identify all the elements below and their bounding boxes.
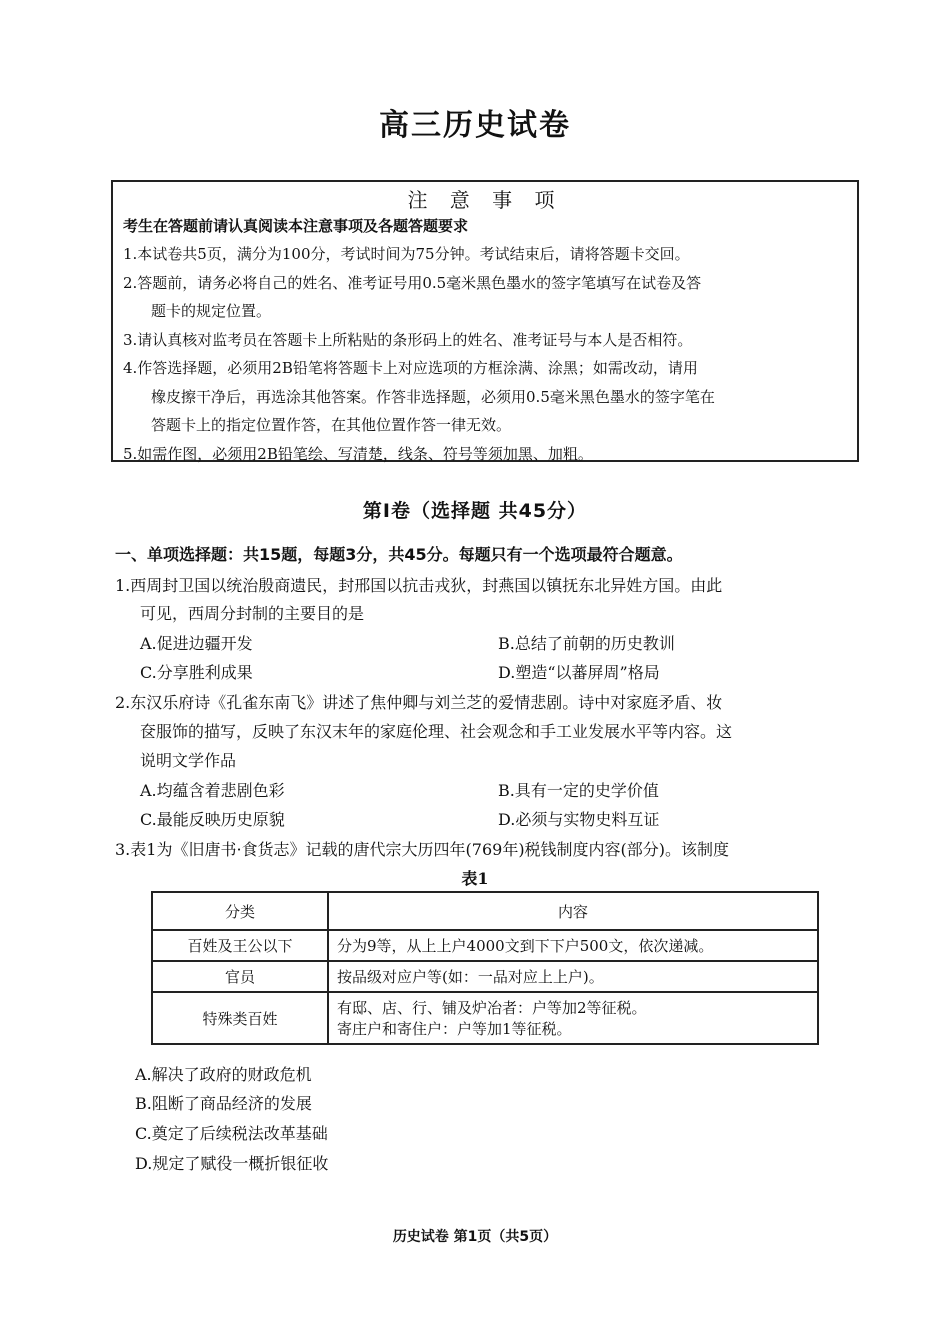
- table-cell-content: 按品级对应户等(如：一品对应上上户)。: [328, 961, 818, 992]
- table-title: 表1: [461, 869, 489, 888]
- table-row: [152, 961, 818, 992]
- question-2-option-a: A.均蕴含着悲剧色彩: [140, 781, 285, 800]
- table-header-row: [152, 892, 818, 930]
- notice-item: 橡皮擦干净后，再选涂其他答案。作答非选择题，必须用0.5毫米黑色墨水的签字笔在: [151, 387, 715, 406]
- question-2-stem: 奁服饰的描写，反映了东汉末年的家庭伦理、社会观念和手工业发展水平等内容。这: [140, 722, 733, 741]
- table-cell-category: 官员: [152, 961, 328, 992]
- question-1-option-c: C.分享胜利成果: [140, 663, 253, 682]
- section-title: 第Ⅰ卷（选择题 共45分）: [362, 500, 588, 522]
- question-3-option-c: C.奠定了后续税法改革基础: [135, 1124, 328, 1143]
- notice-item: 题卡的规定位置。: [151, 302, 272, 320]
- question-1-stem: 可见，西周分封制的主要目的是: [140, 604, 365, 623]
- question-3-option-a: A.解决了政府的财政危机: [135, 1065, 312, 1084]
- question-3-option-b: B.阻断了商品经济的发展: [135, 1094, 312, 1113]
- page-title: 高三历史试卷: [379, 108, 571, 143]
- table-row: [152, 930, 818, 961]
- question-2-option-b: B.具有一定的史学价值: [498, 781, 659, 800]
- table-header-content: 内容: [328, 892, 818, 930]
- question-2-option-d: D.必须与实物史料互证: [498, 810, 660, 829]
- notice-item: 1.本试卷共5页，满分为100分，考试时间为75分钟。考试结束后，请将答题卡交回。: [123, 245, 690, 263]
- table-cell-content-line: 寄庄户和寄住户：户等加1等征税。: [337, 1020, 572, 1038]
- page-footer: 历史试卷 第1页（共5页）: [392, 1229, 558, 1245]
- notice-subheading: 考生在答题前请认真阅读本注意事项及各题答题要求: [123, 217, 469, 235]
- notice-item: 3.请认真核对监考员在答题卡上所粘贴的条形码上的姓名、准考证号与本人是否相符。: [123, 330, 693, 349]
- notice-item: 2.答题前，请务必将自己的姓名、准考证号用0.5毫米黑色墨水的签字笔填写在试卷及答: [123, 273, 702, 292]
- tax-table: [151, 891, 819, 1045]
- table-row: [152, 992, 818, 1044]
- notice-item: 5.如需作图，必须用2B铅笔绘、写清楚，线条、符号等须加黑、加粗。: [123, 444, 593, 463]
- table-header-category: 分类: [152, 892, 328, 930]
- question-1-option-a: A.促进边疆开发: [140, 634, 253, 653]
- table-cell-content: 分为9等，从上上户4000文到下下户500文，依次递减。: [328, 930, 818, 961]
- table-cell-content-line: 有邸、店、行、铺及炉冶者：户等加2等征税。: [337, 999, 647, 1017]
- notice-box: [111, 180, 859, 462]
- question-2-stem: 说明文学作品: [140, 751, 237, 770]
- notice-item: 4.作答选择题，必须用2B铅笔将答题卡上对应选项的方框涂满、涂黑；如需改动，请用: [123, 359, 698, 377]
- question-1-stem: 1.西周封卫国以统治殷商遗民，封邢国以抗击戎狄，封燕国以镇抚东北异姓方国。由此: [115, 576, 723, 595]
- question-1-option-b: B.总结了前朝的历史教训: [498, 634, 675, 653]
- table-cell-content: [328, 992, 818, 1044]
- table-cell-category: 百姓及王公以下: [152, 930, 328, 961]
- question-1-option-d: D.塑造“以蕃屏周”格局: [498, 663, 660, 682]
- question-3-option-d: D.规定了赋役一概折银征收: [135, 1154, 329, 1173]
- table-cell-category: 特殊类百姓: [152, 992, 328, 1044]
- question-3-stem: 3.表1为《旧唐书·食货志》记载的唐代宗大历四年(769年)税钱制度内容(部分)。该制度: [115, 840, 730, 859]
- part-header: 一、单项选择题：共15题，每题3分，共45分。每题只有一个选项最符合题意。: [115, 545, 683, 564]
- notice-item: 答题卡上的指定位置作答，在其他位置作答一律无效。: [151, 416, 512, 434]
- notice-heading: 注 意 事 项: [407, 188, 563, 212]
- question-2-stem: 2.东汉乐府诗《孔雀东南飞》讲述了焦仲卿与刘兰芝的爱情悲剧。诗中对家庭矛盾、妆: [115, 693, 723, 712]
- question-2-option-c: C.最能反映历史原貌: [140, 810, 285, 829]
